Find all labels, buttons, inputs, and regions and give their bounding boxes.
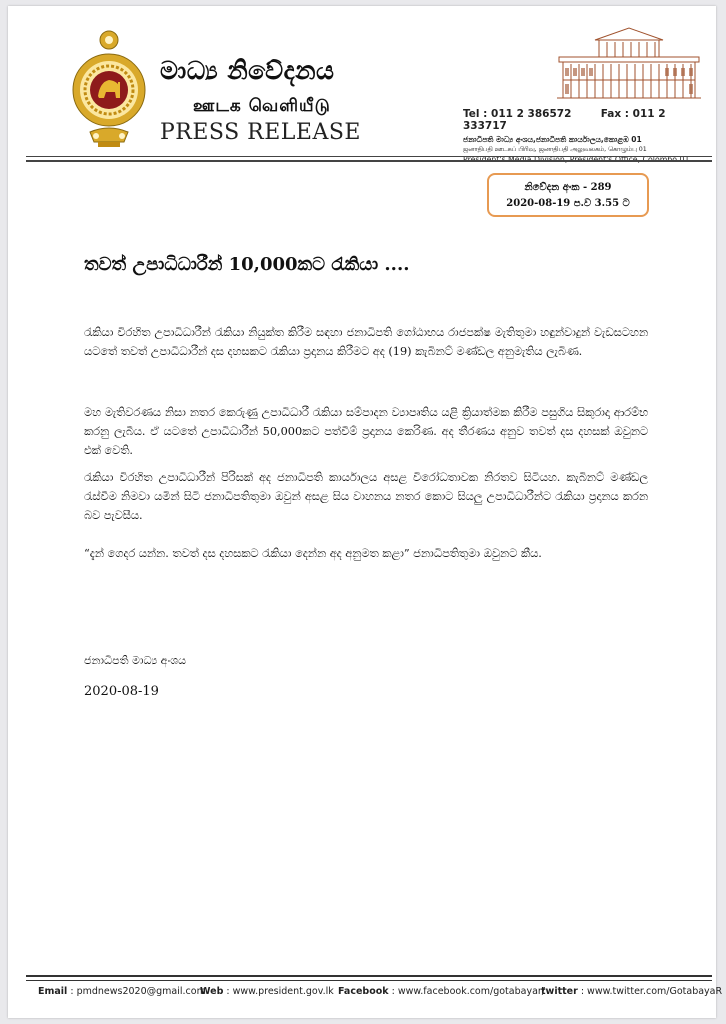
- header-divider: [26, 156, 712, 157]
- tel-label: Tel: [463, 108, 480, 120]
- release-date: 2020-08-19: [84, 684, 159, 699]
- tel-value: : 011 2 386572: [483, 108, 572, 120]
- footer-divider: [26, 980, 712, 981]
- fax-value: : 011 2 333717: [463, 108, 666, 132]
- footer-divider: [26, 975, 712, 977]
- headline: තවත් උපාධිධාරීන් 10,000කට රැකියා ....: [84, 254, 410, 275]
- footer-email[interactable]: Email : pmdnews2020@gmail.com: [38, 986, 206, 997]
- footer-web[interactable]: Web : www.president.gov.lk: [200, 986, 334, 997]
- reference-box: [487, 173, 649, 217]
- title-tamil: ஊடக வெளியீடு: [193, 96, 331, 116]
- paragraph: මහ මැතිවරණය නිසා නතර කෙරුණු උපාධිධාරී රැකියා සම්පාදන ව්‍යාපෘතිය යළි ක්‍රියාත්මක කිරීම පසුගිය සිකුරාදා ආරම්භ කරනු ලැබීය. ඒ යටතේ උපාධිධාරීන් 50,000කට පත්වීම් ප්‍රදානය කෙරිණ. අද තීරණය අනුව තවත් දස දහසක් ඔවුනට එක් වෙති.: [84, 406, 648, 457]
- address-sinhala: ජනාධිපති මාධ්‍ය අංශය,ජනාධිපති කාර්යාලය,කොළඹ 01: [463, 135, 642, 144]
- title-english: PRESS RELEASE: [160, 120, 361, 145]
- paragraph: රැකියා විරහිත උපාධිධාරීන් රැකියා නියුක්ත කිරීම සඳහා ජනාධිපති ගෝඨාභය රාජපක්ෂ මැතිතුමා හඳුන්වාදුන් වැඩසටහන යටතේ තවත් උපාධිධාරීන් දස දහසකට රැකියා ප්‍රදානය කිරීමට අද (19) කැබිනට් මණ්ඩල අනුමැතිය ලැබිණ.: [84, 326, 648, 358]
- paragraph: “දැන් ගෙදර යන්න. තවත් දස දහසකට රැකියා දෙන්න අද අනුමත කළා” ජනාධිපතිතුමා ඔවුනට කීය.: [84, 547, 542, 560]
- footer-facebook[interactable]: Facebook : www.facebook.com/gotabayar/: [338, 986, 545, 997]
- title-sinhala: මාධ්‍ය නිවේදනය: [160, 56, 335, 85]
- header-divider: [26, 160, 712, 162]
- paragraph: රැකියා විරහිත උපාධිධාරීන් පිරිසක් අද ජනාධිපති කාර්යාලය අසළ විරෝධතාවක නිරතව සිටියහ. කැබිනට් මණ්ඩල රැස්වීම නිමවා යමින් සිටි ජනාධිපතිතුමා ඔවුන් අසළ සිය වාහනය නතර කොට සියලු උපාධිධාරීන්ට රැකියා ප්‍රදානය කරන බව පැවසීය.: [84, 471, 648, 522]
- signature: ජනාධිපති මාධ්‍ය අංශය: [84, 654, 187, 667]
- building-illustration-icon: [553, 24, 705, 102]
- press-release-page: [8, 6, 723, 1018]
- address-tamil: ஜனாதிபதி ஊடகப் பிரிவு, ஜனாதிபதி அலுவலகம், கொழும்பு 01: [463, 146, 647, 153]
- release-datetime: 2020-08-19 ප.ව 3.55 ට: [506, 198, 630, 209]
- national-emblem-icon: [68, 28, 150, 150]
- release-number: නිවේදන අංක - 289: [524, 182, 612, 193]
- phone-fax-line: [463, 108, 711, 132]
- footer-twitter[interactable]: twitter : www.twitter.com/GotabayaR: [541, 986, 723, 997]
- fax-label: Fax: [600, 108, 622, 120]
